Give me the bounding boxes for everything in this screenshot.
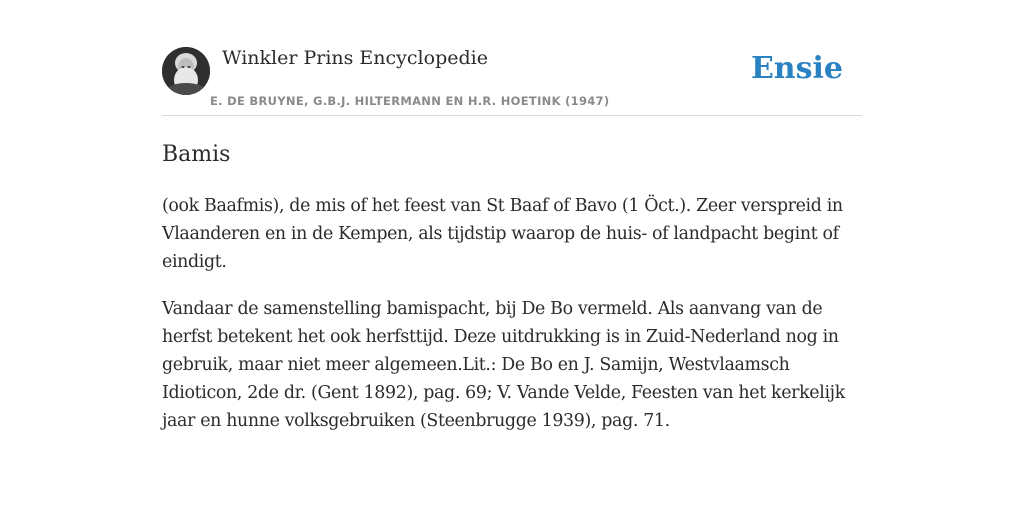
- ensie-logo[interactable]: Ensie: [750, 51, 843, 86]
- encyclopedia-authors: E. DE BRUYNE, G.B.J. HILTERMANN EN H.R. HOETINK (1947): [210, 94, 610, 108]
- entry-paragraph: Vandaar de samenstelling bamispacht, bij De Bo vermeld. Als aanvang van de herfst betekent het ook herfsttijd. Deze uitdrukking is in Zuid-Nederland nog in gebruik, maar niet meer algemeen.Lit.: De Bo en J. Samijn, Westvlaamsch Idioticon, 2de dr. (Gent 1892), pag. 69; V. Vande Velde, Feesten van het kerkelijk jaar en hunne volksgebruiken (Steenbrugge 1939), pag. 71.: [162, 299, 845, 431]
- entry-title: Bamis: [162, 142, 231, 167]
- entry-paragraph: (ook Baafmis), de mis of het feest van St Baaf of Bavo (1 Öct.). Zeer verspreid in Vlaanderen en in de Kempen, als tijdstip waarop de huis- of landpacht begint of eindigt.: [162, 196, 843, 272]
- page: [162, 0, 862, 512]
- author-portrait-graphic: [162, 47, 210, 95]
- site-header: [162, 0, 862, 116]
- entry-body: [162, 192, 862, 454]
- encyclopedia-title[interactable]: Winkler Prins Encyclopedie: [222, 47, 488, 69]
- author-portrait-icon[interactable]: [162, 47, 210, 95]
